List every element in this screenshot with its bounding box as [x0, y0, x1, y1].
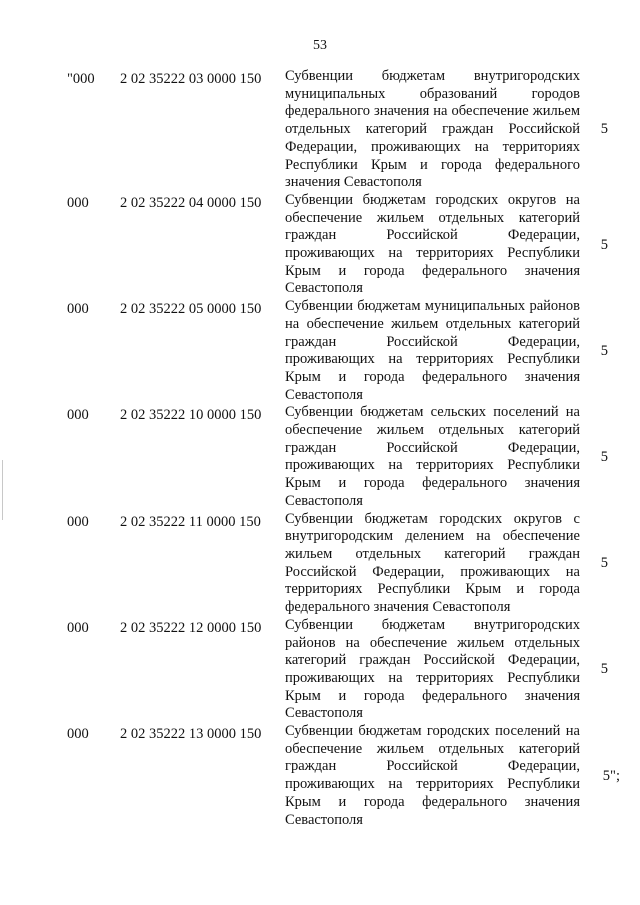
description-cell: Субвенции бюджетам городских округов на обеспечение жильем отдельных категорий граждан Российской Федерации, проживающих на территориях Республики Крым и города федерального значения Севастополя [285, 191, 580, 297]
amount-value: 5 [600, 555, 608, 572]
description-cell: Субвенции бюджетам городских округов с внутригородским делением на обеспечение жильем отдельных категорий граждан Российской Федерации, проживающих на территориях Республики Крым и города федерального значения Севастополя [285, 510, 580, 616]
budget-code-cell: 2 02 35222 04 0000 150 [120, 194, 262, 211]
budget-code-cell: 2 02 35222 11 0000 150 [120, 513, 261, 530]
description-cell: Субвенции бюджетам муниципальных районов на обеспечение жильем отдельных категорий граждан Российской Федерации, проживающих на территориях Республики Крым и города федерального значения Севастополя [285, 298, 580, 403]
amount-cell [580, 511, 620, 617]
budget-codes-table [67, 68, 627, 829]
scan-edge-mark [2, 460, 3, 520]
table-row [67, 617, 627, 723]
budget-code-cell: 2 02 35222 03 0000 150 [120, 71, 262, 87]
amount-cell [580, 192, 620, 298]
description-cell: Субвенции бюджетам сельских поселений на обеспечение жильем отдельных категорий граждан Российской Федерации, проживающих на территориях Республики Крым и города федерального значения Севастополя [285, 404, 580, 509]
amount-cell [580, 617, 620, 723]
page-number: 53 [313, 38, 327, 53]
budget-code-cell: 2 02 35222 10 0000 150 [120, 407, 262, 424]
admin-code-cell: 000 [67, 619, 89, 636]
budget-code-cell: 2 02 35222 12 0000 150 [120, 619, 262, 636]
admin-code-cell: 000 [67, 407, 89, 424]
amount-value: 5 [600, 448, 608, 465]
admin-code-cell: 000 [67, 301, 89, 318]
admin-code-cell: 000 [67, 513, 89, 530]
table-row [67, 511, 627, 617]
amount-cell [580, 404, 620, 510]
amount-value: 5"; [602, 767, 620, 784]
admin-code-cell: 000 [67, 726, 89, 743]
table-row [67, 298, 627, 404]
table-row [67, 192, 627, 298]
amount-cell [580, 68, 620, 192]
table-row [67, 404, 627, 510]
table-row [67, 723, 627, 829]
description-cell: Субвенции бюджетам внутригородских муниципальных образований городов федерального значения на обеспечение жильем отдельных категорий граждан Российской Федерации, проживающих на территориях Республики Крым и города федерального значения Севастополя [285, 68, 580, 191]
amount-cell [580, 723, 620, 829]
admin-code-cell: 000 [67, 194, 89, 211]
budget-code-cell: 2 02 35222 13 0000 150 [120, 726, 262, 743]
amount-value: 5 [600, 661, 608, 678]
amount-value: 5 [600, 342, 608, 359]
description-cell: Субвенции бюджетам городских поселений на обеспечение жильем отдельных категорий граждан Российской Федерации, проживающих на территориях Республики Крым и города федерального значения Севастополя [285, 723, 580, 828]
admin-code-cell: "000 [67, 71, 95, 87]
table-row [67, 68, 627, 192]
amount-value: 5 [600, 236, 608, 253]
amount-value: 5 [600, 121, 608, 138]
description-cell: Субвенции бюджетам внутригородских районов на обеспечение жильем отдельных категорий граждан Российской Федерации, проживающих на территориях Республики Крым и города федерального значения Севастополя [285, 616, 580, 722]
amount-cell [580, 298, 620, 404]
budget-code-cell: 2 02 35222 05 0000 150 [120, 301, 262, 318]
